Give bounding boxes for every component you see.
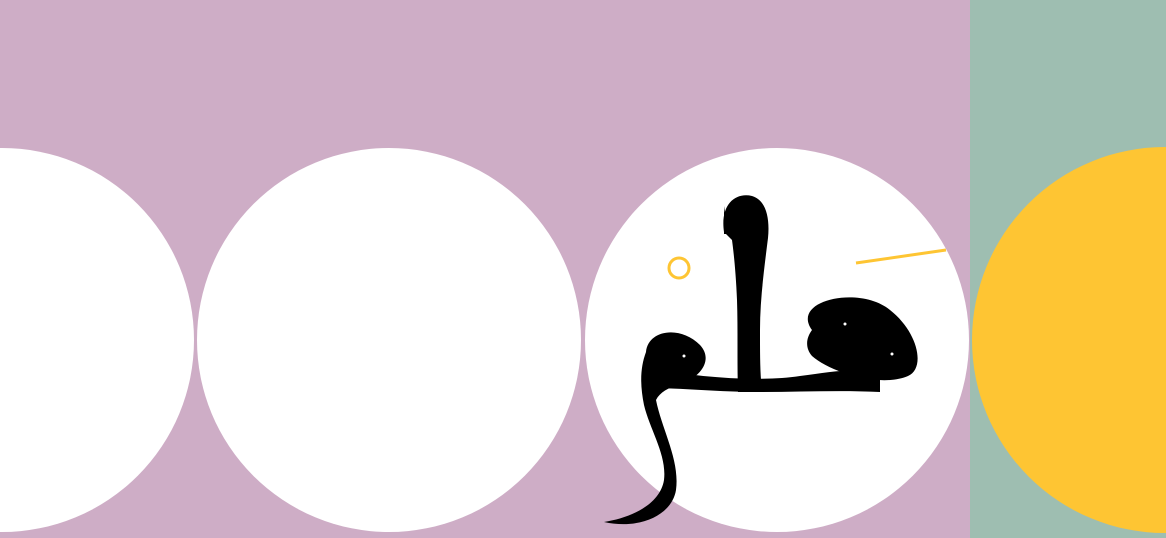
calligraphy-dot-left: [683, 355, 686, 358]
yellow-circle: [972, 147, 1166, 533]
white-circle-left: [0, 148, 194, 532]
calligraphy-dot-middle: [844, 323, 847, 326]
white-circle-middle: [197, 148, 581, 532]
calligraphy-dot-right: [891, 353, 894, 356]
